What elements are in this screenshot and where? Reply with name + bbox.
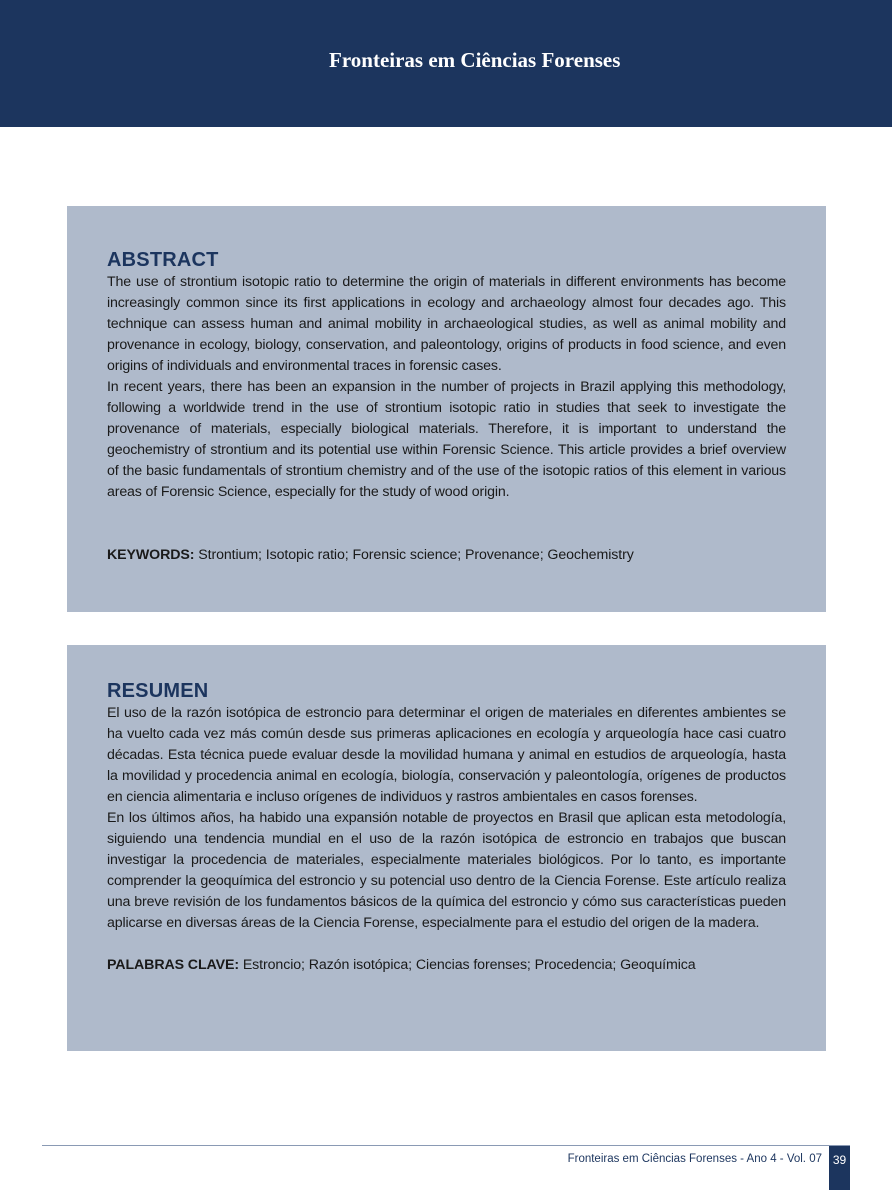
palabras-clave-list: Estroncio; Razón isotópica; Ciencias forenses; Procedencia; Geoquímica bbox=[242, 957, 696, 973]
abstract-paragraph-2: In recent years, there has been an expansion in the number of projects in Brazil applying this methodology, following a worldwide trend in the use of strontium isotopic ratio in studies that seek to investigate the provenance of materials, especially biological materials. Therefore, it is important to understand the geochemistry of strontium and its potential use within Forensic Science. This article provides a brief overview of the basic fundamentals of strontium chemistry and of the use of the isotopic ratios of this element in various areas of Forensic Science, especially for the study of wood origin. bbox=[107, 379, 786, 500]
abstract-keywords bbox=[107, 545, 786, 566]
palabras-clave-label: PALABRAS CLAVE: bbox=[107, 957, 239, 973]
abstract-box bbox=[67, 206, 826, 612]
resumen-heading: RESUMEN bbox=[107, 680, 209, 702]
page-number: 39 bbox=[829, 1146, 850, 1190]
resumen-keywords bbox=[107, 955, 786, 976]
resumen-box bbox=[67, 645, 826, 1051]
abstract-heading: ABSTRACT bbox=[107, 249, 219, 271]
abstract-paragraph-1: The use of strontium isotopic ratio to determine the origin of materials in different environments has become increasingly common since its first applications in ecology and archaeology almost four decades ago. This technique can assess human and animal mobility in archaeological studies, as well as animal mobility and provenance in ecology, biology, conservation, and paleontology, origins of products in food science, and even origins of individuals and environmental traces in forensic cases. bbox=[107, 274, 786, 374]
footer-journal-info: Fronteiras em Ciências Forenses - Ano 4 - Vol. 07 bbox=[567, 1153, 822, 1165]
footer-divider bbox=[42, 1145, 850, 1146]
resumen-paragraph-2: En los últimos años, ha habido una expansión notable de proyectos en Brasil que aplican esta metodología, siguiendo una tendencia mundial en el uso de la razón isotópica de estroncio en trabajos que buscan investigar la procedencia de materiales, especialmente materiales biológicos. Por lo tanto, es importante comprender la geoquímica del estroncio y su potencial uso dentro de la Ciencia Forense. Este artículo realiza una breve revisión de los fundamentos básicos de la química del estroncio y cómo sus características pueden aplicarse en diversas áreas de la Ciencia Forense, especialmente para el estudio del origen de la madera. bbox=[107, 810, 786, 931]
resumen-paragraph-1: El uso de la razón isotópica de estroncio para determinar el origen de materiales en diferentes ambientes se ha vuelto cada vez más común desde sus primeras aplicaciones en ecología y arqueología hace casi cuatro décadas. Esta técnica puede evaluar desde la movilidad humana y animal en estudios de arqueología, hasta la movilidad y procedencia animal en ecología, biología, conservación y paleontología, orígenes de productos en ciencia alimentaria e incluso orígenes de individuos y rastros ambientales en casos forenses. bbox=[107, 705, 786, 805]
journal-title: Fronteiras em Ciências Forenses bbox=[329, 48, 621, 72]
keywords-label: KEYWORDS: bbox=[107, 547, 195, 563]
page-header bbox=[0, 0, 892, 127]
keywords-list: Strontium; Isotopic ratio; Forensic science; Provenance; Geochemistry bbox=[198, 547, 634, 563]
